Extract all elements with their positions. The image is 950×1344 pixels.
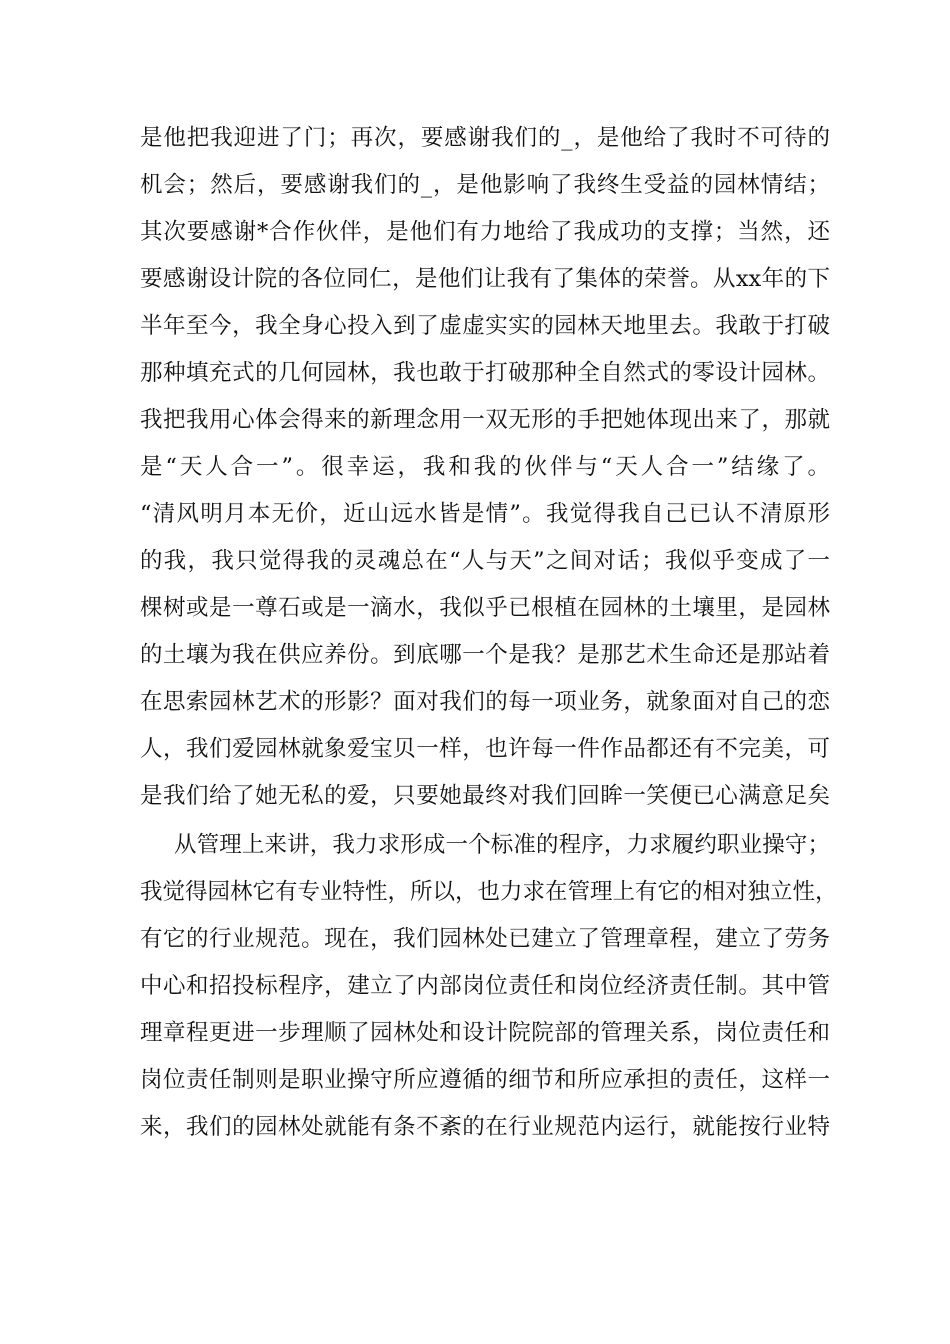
text-line: “清风明月本无价，近山远水皆是情”。我觉得我自己已认不清原形 [140, 501, 830, 527]
text-line: 人，我们爱园林就象爱宝贝一样，也许每一件作品都还有不完美，可 [140, 736, 830, 762]
text-line: 是我们给了她无私的爱，只要她最终对我们回眸一笑便已心满意足矣 [140, 783, 830, 809]
text-line: 是他把我迎进了门；再次，要感谢我们的_，是他给了我时不可待的 [140, 125, 830, 151]
text-line: 在思索园林艺术的形影？面对我们的每一项业务，就象面对自己的恋 [140, 689, 830, 715]
text-line: 理章程更进一步理顺了园林处和设计院院部的管理关系，岗位责任和 [140, 1020, 830, 1046]
text-line: 中心和招投标程序，建立了内部岗位责任和岗位经济责任制。其中管 [140, 973, 830, 999]
text-line: 那种填充式的几何园林，我也敢于打破那种全自然式的零设计园林。 [140, 360, 830, 386]
text-line: 的土壤为我在供应养份。到底哪一个是我？是那艺术生命还是那站着 [140, 642, 830, 668]
text-line: 我觉得园林它有专业特性，所以，也力求在管理上有它的相对独立性， [140, 879, 838, 905]
text-line: 半年至今，我全身心投入到了虚虚实实的园林天地里去。我敢于打破 [140, 313, 830, 339]
text-line: 的我，我只觉得我的灵魂总在“人与天”之间对话；我似乎变成了一 [140, 548, 830, 574]
text-line: 有它的行业规范。现在，我们园林处已建立了管理章程，建立了劳务 [140, 926, 830, 952]
text-line: 棵树或是一尊石或是一滴水，我似乎已根植在园林的土壤里，是园林 [140, 595, 830, 621]
text-line: 我把我用心体会得来的新理念用一双无形的手把她体现出来了，那就 [140, 407, 830, 433]
text-line: 机会；然后，要感谢我们的_，是他影响了我终生受益的园林情结； [140, 172, 830, 198]
text-line: 要感谢设计院的各位同仁，是他们让我有了集体的荣誉。从xx年的下 [140, 266, 830, 292]
text-line: 来，我们的园林处就能有条不紊的在行业规范内运行，就能按行业特 [140, 1114, 830, 1140]
text-line: 岗位责任制则是职业操守所应遵循的细节和所应承担的责任，这样一 [140, 1067, 830, 1093]
text-line: 是“天人合一”。很幸运，我和我的伙伴与“天人合一”结缘了。 [140, 454, 830, 480]
text-line: 其次要感谢*合作伙伴，是他们有力地给了我成功的支撑；当然，还 [140, 219, 830, 245]
text-line: 从管理上来讲，我力求形成一个标准的程序，力求履约职业操守； [174, 832, 830, 858]
